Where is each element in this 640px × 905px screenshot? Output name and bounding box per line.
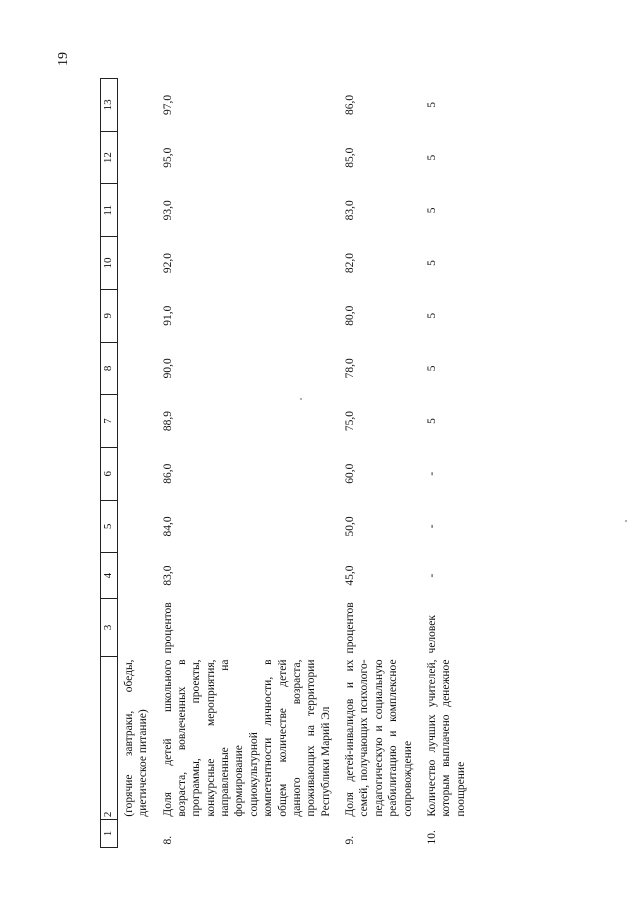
table-row — [155, 79, 338, 848]
value-cell: 45,0 — [344, 565, 356, 586]
value-cell: 5 — [425, 154, 438, 161]
value-cell: 95,0 — [161, 147, 174, 168]
value-cell: 75,0 — [344, 410, 356, 432]
table-header-row — [101, 79, 118, 848]
value-cell: 5 — [425, 207, 438, 214]
column-header: 2 — [101, 656, 118, 819]
column-header: 1 — [101, 820, 118, 848]
value-cell: 92,0 — [161, 252, 174, 274]
value-cell — [117, 447, 154, 500]
value-cell: 50,0 — [344, 516, 356, 537]
unit — [117, 598, 154, 656]
row-number: 10. — [425, 830, 438, 845]
value-cell: 93,0 — [161, 200, 174, 221]
column-header: 12 — [101, 131, 118, 184]
table-row — [117, 79, 154, 848]
column-header: 10 — [101, 237, 118, 290]
value-cell: - — [425, 471, 438, 476]
value-cell: 5 — [425, 102, 438, 108]
indicator-name: Доля детей школьного возраста, вовлеченных в программы, проекты, конкурсные мероприятия, направленные на формирование социокультурной компетентности личности, в общем количестве детей данного возраста, проживающих на территории Республики Марий Эл — [161, 659, 332, 817]
value-cell: 90,0 — [161, 358, 174, 379]
value-cell: 80,0 — [344, 305, 356, 326]
unit: процентов — [344, 602, 356, 654]
column-header: 11 — [101, 184, 118, 237]
value-cell — [117, 500, 154, 553]
value-cell: 85,0 — [344, 147, 356, 168]
row-number: 8. — [161, 835, 174, 845]
table-row — [337, 79, 419, 848]
scan-speck — [300, 398, 302, 400]
unit: человек — [425, 615, 438, 654]
column-header: 9 — [101, 289, 118, 342]
unit: процентов — [161, 602, 174, 654]
indicator-name: Доля детей-инвалидов и их семей, получающих психолого-педагогическую и социальную реабилитацию и комплексное сопровождение — [344, 659, 414, 817]
column-header: 7 — [101, 395, 118, 448]
scan-speck — [625, 520, 627, 522]
column-header: 13 — [101, 79, 118, 132]
value-cell — [117, 289, 154, 342]
column-header: 5 — [101, 500, 118, 553]
value-cell: 97,0 — [161, 94, 174, 115]
value-cell — [117, 395, 154, 448]
value-cell — [117, 79, 154, 132]
value-cell: 82,0 — [344, 252, 356, 274]
indicator-name: Количество лучших учителей, которым выплачено денежное поощрение — [425, 659, 467, 817]
value-cell: 5 — [425, 260, 438, 266]
value-cell: 86,0 — [344, 94, 356, 115]
value-cell: 5 — [425, 312, 438, 319]
column-header: 4 — [101, 553, 118, 599]
value-cell: 60,0 — [344, 463, 356, 484]
row-number — [117, 820, 154, 848]
value-cell: 91,0 — [161, 305, 174, 326]
row-number: 9. — [344, 835, 356, 845]
value-cell — [117, 184, 154, 237]
value-cell: 5 — [425, 365, 438, 372]
column-header: 3 — [101, 598, 118, 656]
column-header: 6 — [101, 447, 118, 500]
page-number: 19 — [56, 52, 71, 66]
value-cell: - — [425, 573, 438, 578]
value-cell: 5 — [425, 418, 438, 424]
value-cell — [117, 237, 154, 290]
indicators-table — [100, 78, 472, 848]
value-cell: - — [425, 524, 438, 529]
value-cell — [117, 553, 154, 599]
column-header: 8 — [101, 342, 118, 395]
table-row — [419, 79, 472, 848]
value-cell: 88,9 — [161, 410, 174, 432]
value-cell — [117, 342, 154, 395]
value-cell: 78,0 — [344, 358, 356, 379]
value-cell: 86,0 — [161, 463, 174, 484]
value-cell: 84,0 — [161, 516, 174, 537]
rotated-table-container — [100, 78, 530, 848]
value-cell — [117, 131, 154, 184]
indicator-name: (горячие завтраки, обеды, диетическое питание) — [122, 659, 150, 817]
value-cell: 83,0 — [161, 565, 174, 586]
value-cell: 83,0 — [344, 200, 356, 221]
